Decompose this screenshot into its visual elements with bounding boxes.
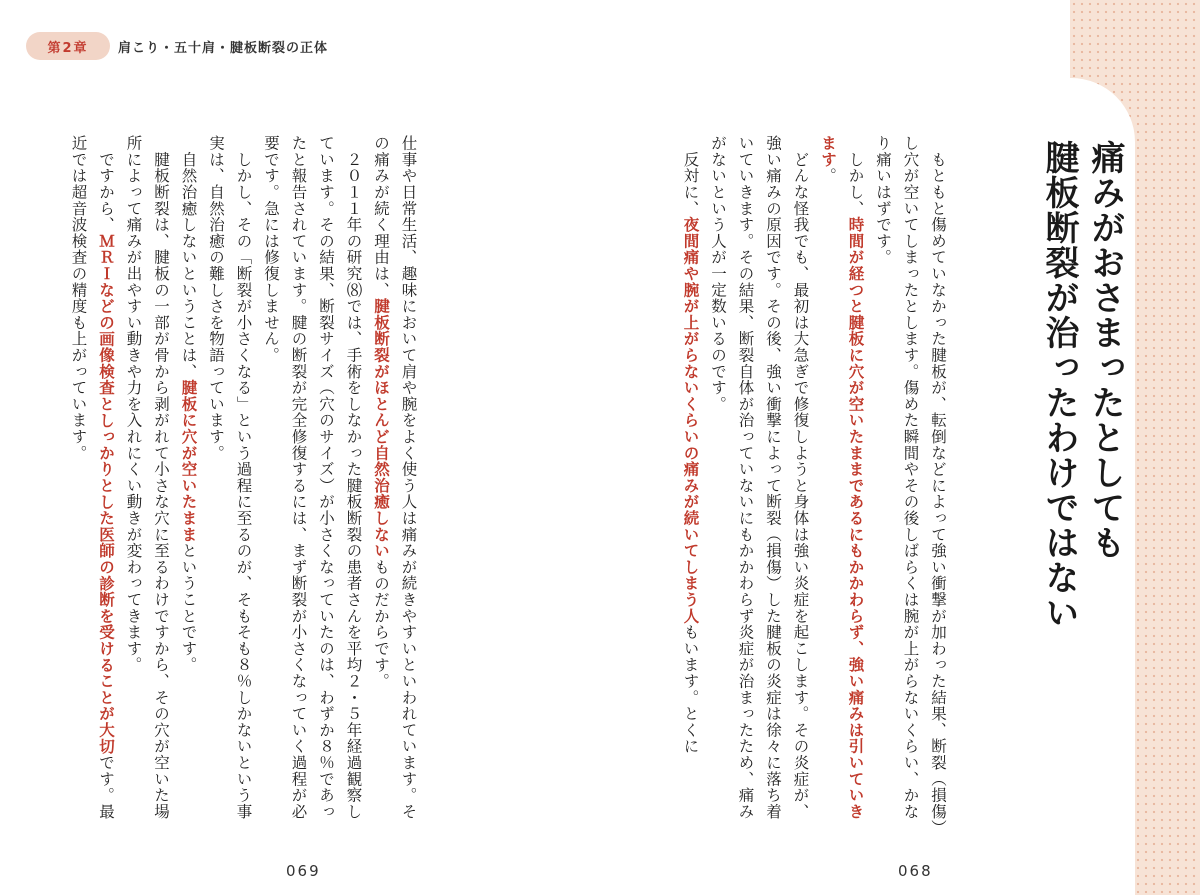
section-heading-line-1: 痛みがおさまったとしても — [1085, 140, 1125, 560]
left-page-body — [64, 135, 422, 835]
page-edge-cutout-bottom — [995, 760, 1135, 895]
body-text: もいます。とくに — [681, 624, 700, 755]
paragraph — [814, 135, 869, 835]
page-number-left: 069 — [286, 862, 321, 880]
highlight-text: 時間が経つと腱板に穴が空いたままであるにもかかわらず、強い痛みは引いていきます — [819, 135, 865, 820]
paragraph — [676, 135, 704, 835]
body-text: 腱板断裂は、腱板の一部が骨から剥がれて小さな穴に至るわけですから、その穴が空いた場所によって痛みが出やすい動きや力を入れにくい動きが変わってきます。 — [124, 135, 170, 820]
highlight-text: 腱板に穴が空いたまま — [179, 379, 198, 543]
paragraph — [64, 135, 119, 835]
highlight-text: 夜間痛や腕が上がらないくらいの痛みが続いてしまう人 — [681, 216, 700, 624]
body-text: もともと傷めていなかった腱板が、転倒などによって強い衝撃が加わった結果、断裂（損傷）し穴が空いてしまったとします。傷めた瞬間やその後しばらくは腕が上がらないくらい、かなり痛いはずです。 — [874, 135, 947, 829]
right-page-body — [676, 135, 951, 835]
body-text: です。最近では超音波検査の精度も上がっています。 — [69, 135, 115, 820]
highlight-text: ＭＲＩなどの画像検査としっかりとした医師の診断を受けることが大切 — [97, 232, 115, 755]
highlight-text: 腱板断裂がほとんど自然治癒しない — [372, 298, 390, 559]
section-heading-line-2: 腱板断裂が治ったわけではない — [1039, 140, 1079, 630]
section-heading — [1036, 140, 1128, 700]
chapter-badge — [26, 32, 110, 60]
body-text: 仕事や日常生活、趣味において肩や腕をよく使う人は痛みが続きやすいといわれています。その痛みが続く理由は、 — [372, 135, 418, 820]
paragraph — [202, 135, 257, 835]
chapter-badge-label: 第2章 — [47, 40, 89, 56]
body-text: しかし、 — [846, 135, 865, 217]
body-text: ということです。 — [179, 542, 198, 673]
chapter-title: 肩こり・五十肩・腱板断裂の正体 — [118, 41, 329, 56]
body-text: しかし、その「断裂が小さくなる」という過程に至るのが、そもそも８％しかないという事実は、自然治癒の難しさを物語っています。 — [207, 135, 253, 820]
body-text: ですから、 — [97, 135, 115, 233]
body-text: 反対に、 — [681, 135, 700, 217]
paragraph — [704, 135, 814, 835]
paragraph — [174, 135, 202, 835]
paragraph — [119, 135, 174, 835]
body-text: 。 — [819, 167, 837, 184]
body-text: 自然治癒しないということは、 — [179, 135, 198, 380]
body-text: ２０１１年の研究⑻では、手術をしなかった腱板断裂の患者さんを平均２・５年経過観察しています。その結果、断裂サイズ（穴のサイズ）が小さくなっていたのは、わずか８％であったと報告されています。腱の断裂が完全修復するには、まず断裂が小さくなっていく過程が必要です。急には修復しません。 — [262, 135, 363, 820]
body-text: ものだからです。 — [372, 558, 390, 690]
body-text: どんな怪我でも、最初は大急ぎで修復しようと身体は強い炎症を起こします。その炎症が、強い痛みの原因です。その後、強い衝撃によって断裂（損傷）した腱板の炎症は徐々に落ち着いていきます。その結果、断裂自体が治っていないにもかかわらず炎症が治まったため、痛みがないという人が一定数いるのです。 — [709, 135, 810, 820]
paragraph — [257, 135, 367, 835]
page-number-right: 068 — [898, 862, 933, 880]
paragraph — [367, 135, 422, 835]
paragraph — [869, 135, 952, 835]
